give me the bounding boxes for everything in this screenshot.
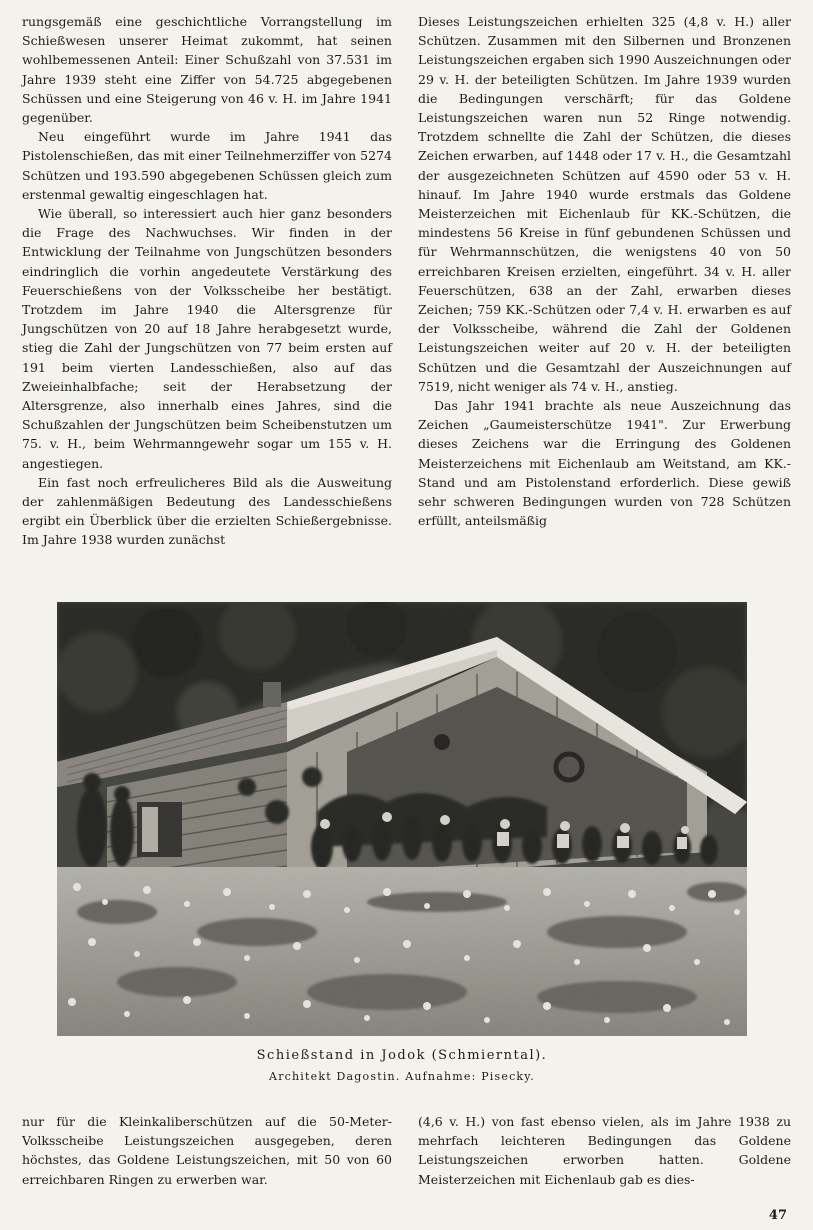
column-right-top	[418, 12, 791, 530]
paragraph: Ein fast noch erfreulicheres Bild als die Ausweitung der zahlenmäßigen Bedeutung des Landesschießens ergibt ein Überblick über die erzielten Schießergebnisse. Im Jahre 1938 wurden zunächst	[22, 474, 392, 548]
page-number: 47	[768, 1208, 787, 1223]
paragraph: Neu eingeführt wurde im Jahre 1941 das Pistolenschießen, das mit einer Teilnehmerziffer von 5274 Schützen und 193.590 abgegebenen Schüssen gleich zum erstenmal gewaltig eingeschlagen hat.	[22, 129, 392, 202]
paragraph: Das Jahr 1941 brachte als neue Auszeichnung das Zeichen „Gaumeisterschütze 1941". Zur Erwerbung dieses Zeichens war die Erringung des Goldenen Meisterzeichens mit Eichenlaub am Weitstand, am KK.-Stand und am Pistolenstand erforderlich. Diese gewiß sehr schweren Bedingungen wurden von 728 Schützen erfüllt, anteilsmäßig	[418, 398, 791, 529]
photo-illustration	[57, 602, 747, 1036]
paragraph: (4,6 v. H.) von fast ebenso vielen, als im Jahre 1938 zu mehrfach leichteren Bedingungen das Goldene Leistungszeichen erworben hatten. Goldene Meisterzeichen mit Eichenlaub gab es dies-	[418, 1114, 791, 1187]
paragraph: Wie überall, so interessiert auch hier ganz besonders die Frage des Nachwuchses. Wir finden in der Entwicklung der Teilnahme von Jungschützen besonders eindringlich die vorhin angedeutete Verstärkung des Feuerschießens von der Volksscheibe her bestätigt. Trotzdem im Jahre 1940 die Altersgrenze für Jungschützen von 20 auf 18 Jahre herabgesetzt wurde, stieg die Zahl der Jungschützen von 77 beim ersten auf 191 beim vierten Landesschießen, also auf das Zweieinhalbfache; seit der Herabsetzung der Altersgrenze, also innerhalb eines Jahres, sind die Schußzahlen der Jungschützen beim Scheibenstutzen um 75. v. H., beim Wehrmanngewehr sogar um 155 v. H. angestiegen.	[22, 206, 392, 471]
photo-caption-credit: Architekt Dagostin. Aufnahme: Pisecky.	[269, 1070, 535, 1083]
column-left-bottom	[22, 1112, 392, 1189]
paragraph: nur für die Kleinkaliberschützen auf die 50-Meter-Volksscheibe Leistungszeichen ausgegeben, deren höchstes, das Goldene Leistungszeichen, mit 50 von 60 erreichbaren Ringen zu erwerben war.	[22, 1114, 392, 1187]
paragraph: rungsgemäß eine geschichtliche Vorrangstellung im Schießwesen unserer Heimat zukommt, hat seinen wohlbemessenen Anteil: Einer Schußzahl von 37.531 im Jahre 1939 steht eine Ziffer von 54.725 abgegebenen Schüssen und eine Steigerung von 46 v. H. im Jahre 1941 gegenüber.	[22, 14, 392, 126]
photo-caption-title: Schießstand in Jodok (Schmierntal).	[256, 1048, 548, 1063]
column-left-top	[22, 12, 392, 550]
photograph-shooting-range	[57, 602, 747, 1036]
paragraph: Dieses Leistungszeichen erhielten 325 (4,8 v. H.) aller Schützen. Zusammen mit den Silbernen und Bronzenen Leistungszeichen ergaben sich 1990 Auszeichnungen oder 29 v. H. der beteiligten Schützen. Im Jahre 1939 wurden die Bedingungen verschärft; für das Goldene Leistungszeichen waren nun 52 Ringe notwendig. Trotzdem schnellte die Zahl der Schützen, die dieses Zeichen erwarben, auf 1448 oder 17 v. H., die Gesamtzahl der ausgezeichneten Schützen auf 4590 oder 53 v. H. hinauf. Im Jahre 1940 wurde erstmals das Goldene Meisterzeichen mit Eichenlaub für KK.-Schützen, die mindestens 56 Kreise in fünf gebundenen Schüssen und für Wehrmannschützen, die wenigstens 40 von 50 erreichbaren Kreisen erzielten, eingeführt. 34 v. H. aller Feuerschützen, 638 an der Zahl, erwarben dieses Zeichen; 759 KK.-Schützen oder 7,4 v. H. erwarben es auf der Volksscheibe, während die Zahl der Goldenen Leistungszeichen weiter auf 20 v. H. der beteiligten Schützen und die Gesamtzahl der Auszeichnungen auf 7519, nicht weniger als 74 v. H., anstieg.	[418, 14, 791, 394]
column-right-bottom	[418, 1112, 791, 1189]
